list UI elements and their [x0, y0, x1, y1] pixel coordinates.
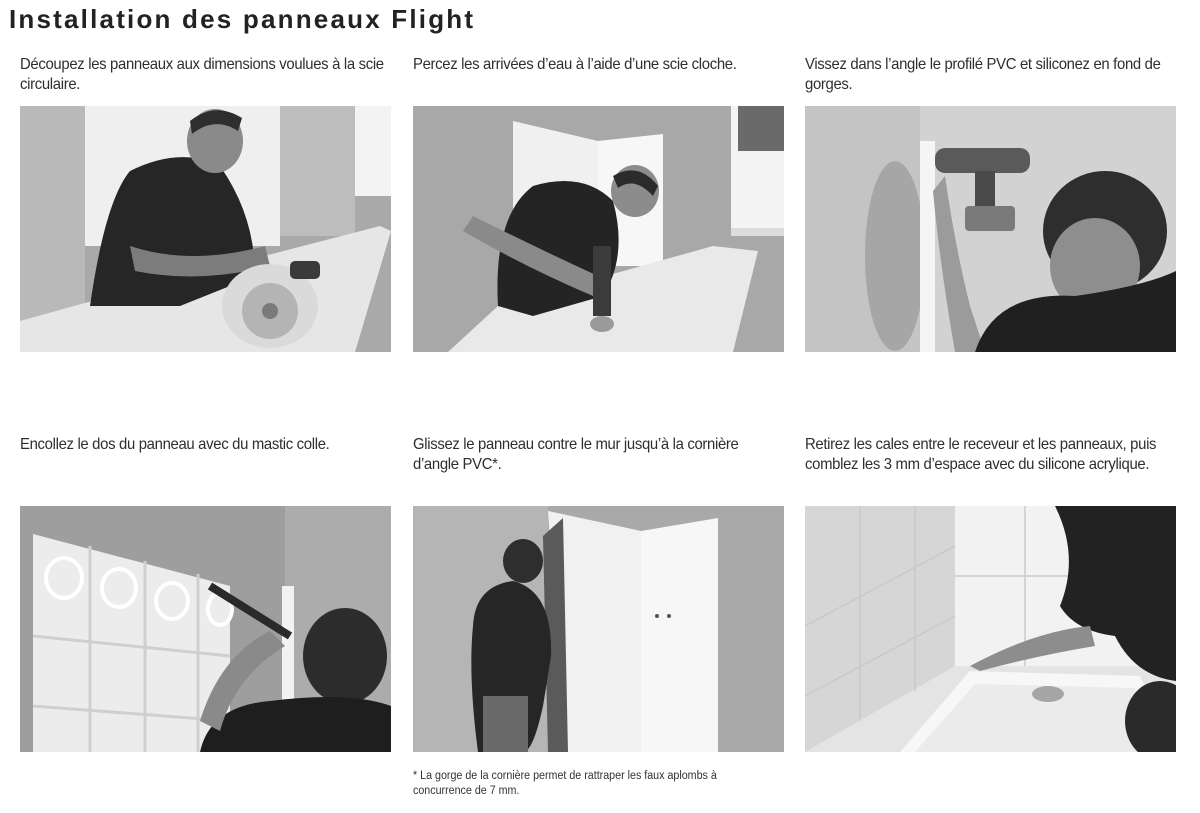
step-1-caption: Découpez les panneaux aux dimensions voulues à la scie circulaire.	[20, 56, 384, 93]
step-1	[20, 55, 392, 94]
step-5-caption: Glissez le panneau contre le mur jusqu’à la cornière d’angle PVC*.	[413, 436, 739, 473]
step-6-caption: Retirez les cales entre le receveur et les panneaux, puis comblez les 3 mm d’espace avec du silicone acrylique.	[805, 436, 1157, 473]
step-3-caption: Vissez dans l’angle le profilé PVC et siliconez en fond de gorges.	[805, 56, 1161, 93]
step-6-photo	[805, 506, 1176, 752]
step-4	[20, 435, 392, 455]
footnote: * La gorge de la cornière permet de rattraper les faux aplombs à concurrence de 7 mm.	[413, 770, 717, 797]
step-2	[413, 55, 785, 75]
step-1-photo	[20, 106, 391, 352]
page-title: Installation des panneaux Flight	[9, 4, 476, 34]
step-3-photo	[805, 106, 1176, 352]
step-5	[413, 435, 785, 474]
step-6	[805, 435, 1177, 474]
step-3	[805, 55, 1177, 94]
step-4-photo	[20, 506, 391, 752]
step-2-caption: Percez les arrivées d’eau à l’aide d’une scie cloche.	[413, 56, 737, 73]
step-4-caption: Encollez le dos du panneau avec du mastic colle.	[20, 436, 330, 453]
step-2-photo	[413, 106, 784, 352]
step-5-photo	[413, 506, 784, 752]
